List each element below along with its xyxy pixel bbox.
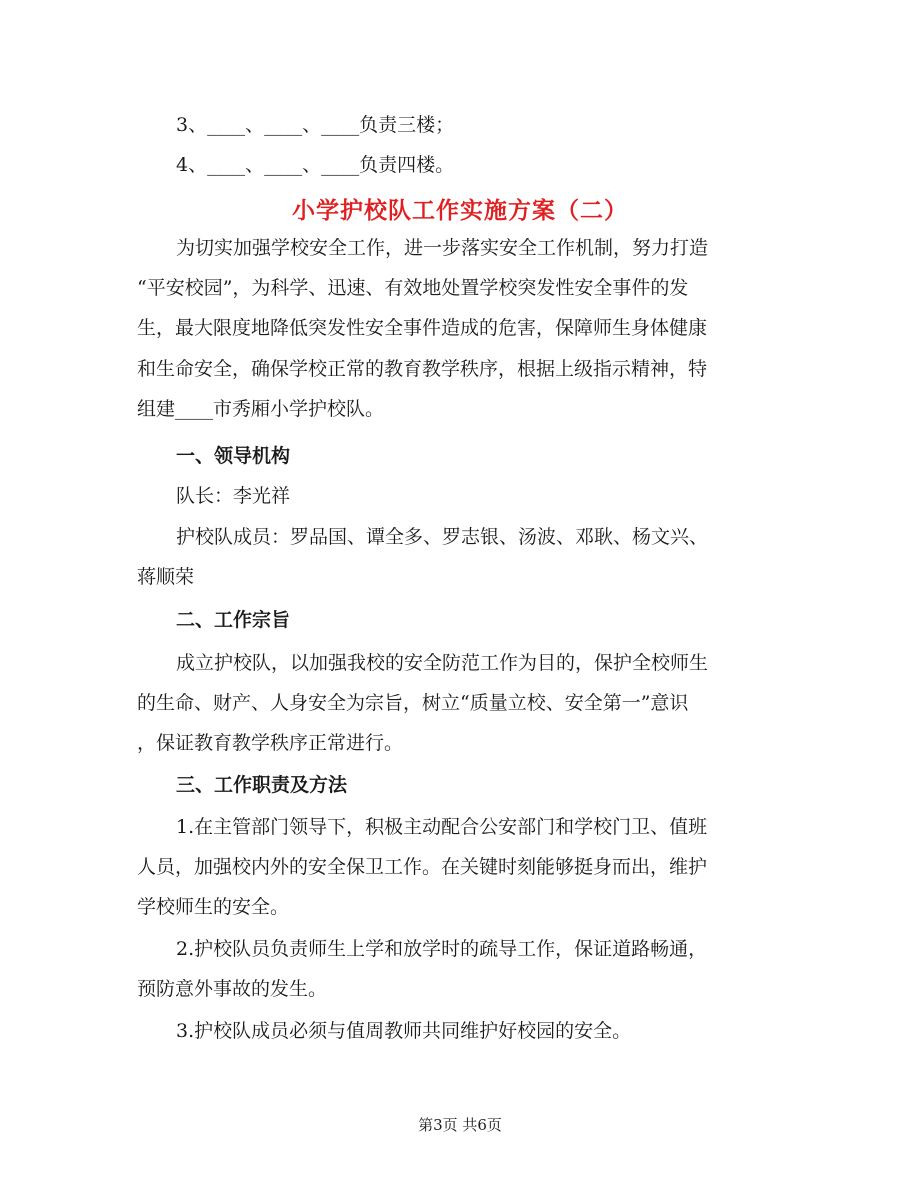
section-heading-duties: 三、工作职责及方法 — [176, 774, 348, 796]
duty-item-2-line: 2.护校队员负责师生上学和放学时的疏导工作，保证道路畅通， — [176, 938, 708, 960]
intro-line: 生，最大限度地降低突发性安全事件造成的危害，保障师生身体健康 — [137, 317, 708, 339]
assignment-line-3: 3、____、____、____负责三楼； — [176, 114, 455, 136]
page-number: 第3页 共6页 — [418, 1116, 502, 1134]
duty-item-3-line: 3.护校队成员必须与值周教师共同维护好校园的安全。 — [176, 1020, 632, 1042]
duty-item-2-line: 预防意外事故的发生。 — [137, 978, 328, 1000]
section-heading-purpose: 二、工作宗旨 — [176, 609, 291, 631]
captain-line: 队长：李光祥 — [176, 485, 291, 507]
duty-item-1-line: 人员，加强校内外的安全保卫工作。在关键时刻能够挺身而出，维护 — [137, 856, 708, 878]
intro-line: 和生命安全，确保学校正常的教育教学秩序，根据上级指示精神，特 — [137, 358, 708, 380]
intro-line: 组建____市秀厢小学护校队。 — [137, 398, 385, 420]
duty-item-1-line: 学校师生的安全。 — [137, 896, 290, 918]
section-heading-leadership: 一、领导机构 — [176, 445, 291, 467]
duty-item-1-line: 1.在主管部门领导下，积极主动配合公安部门和学校门卫、值班 — [176, 816, 708, 838]
document-title: 小学护校队工作实施方案（二） — [292, 197, 628, 224]
purpose-line: ，保证教育教学秩序正常进行。 — [137, 732, 404, 754]
intro-line: “平安校园”，为科学、迅速、有效地处置学校突发性安全事件的发 — [137, 277, 689, 299]
purpose-line: 成立护校队，以加强我校的安全防范工作为目的，保护全校师生 — [176, 652, 709, 674]
purpose-line: 的生命、财产、人身安全为宗旨，树立“质量立校、安全第一”意识 — [137, 692, 689, 714]
assignment-line-4: 4、____、____、____负责四楼。 — [176, 154, 455, 176]
members-line: 护校队成员：罗品国、谭全多、罗志银、汤波、邓耿、杨文兴、 — [176, 526, 709, 548]
members-line: 蒋顺荣 — [137, 566, 195, 588]
intro-line: 为切实加强学校安全工作，进一步落实安全工作机制，努力打造 — [176, 237, 709, 259]
